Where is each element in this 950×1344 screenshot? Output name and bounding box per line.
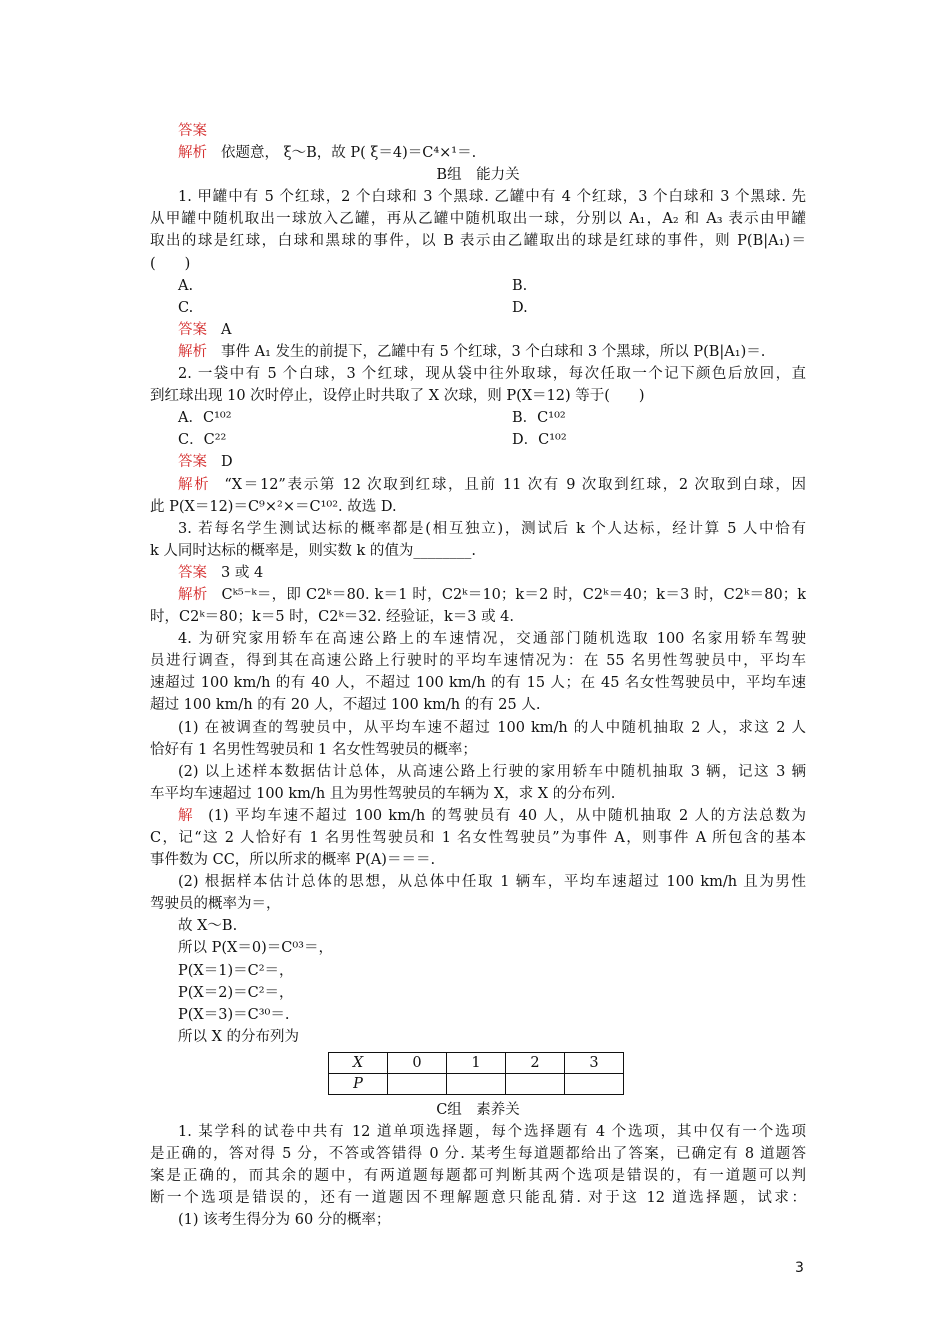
line-text: 恰好有 1 名男性驾驶员和 1 名女性驾驶员的概率； xyxy=(150,741,477,758)
text-line xyxy=(150,474,806,496)
line-text: 断一个选项是错误的，还有一道题因不理解题意只能乱猜. 对于这 12 道选择题，试求： xyxy=(150,1190,806,1207)
text-line xyxy=(150,385,806,407)
option-choice: C. xyxy=(178,299,194,316)
section-label: 答案 xyxy=(178,564,207,581)
text-line xyxy=(150,650,806,672)
text-line xyxy=(150,518,806,540)
line-text: P(X＝2)＝C²＝， xyxy=(178,984,294,1001)
text-line xyxy=(150,496,806,518)
line-text: “X＝12”表示第 12 次取到红球，且前 11 次有 9 次取到红球，2 次取到白球，因 xyxy=(224,476,806,493)
line-text: 1. 某学科的试卷中共有 12 道单项选择题，每个选择题有 4 个选项，其中仅有一个选项 xyxy=(178,1124,806,1141)
text-line xyxy=(150,1209,806,1231)
text-line xyxy=(150,540,806,562)
text-line xyxy=(150,1187,806,1209)
line-text: 2. 一袋中有 5 个白球，3 个红球，现从袋中往外取球，每次任取一个记下颜色后放回，直 xyxy=(178,366,806,383)
text-line xyxy=(150,275,806,297)
section-label: 解 xyxy=(178,807,195,824)
line-text: 是正确的，答对得 5 分，不答或答错得 0 分. 某考生每道题都给出了答案，已确定有 8 道题答 xyxy=(150,1146,806,1163)
document-body xyxy=(150,120,806,1232)
text-line xyxy=(150,164,806,186)
text-line xyxy=(150,805,806,827)
line-text: P(X＝1)＝C²＝， xyxy=(178,962,294,979)
line-text: C组 素养关 xyxy=(436,1101,520,1118)
text-line xyxy=(150,120,806,142)
line-text: D xyxy=(221,454,233,471)
line-text: 超过 100 km/h 的有 20 人，不超过 100 km/h 的有 25 人. xyxy=(150,697,541,714)
line-text: 时，C2ᵏ＝80；k＝5 时，C2ᵏ＝32. 经验证，k＝3 或 4. xyxy=(150,609,515,626)
section-label: 解析 xyxy=(178,586,208,603)
text-line xyxy=(150,429,806,451)
option-choice: B. xyxy=(512,277,528,294)
option-choice: C．C²² xyxy=(178,432,227,449)
text-line xyxy=(150,584,806,606)
table-cell xyxy=(506,1073,565,1094)
line-text: 从甲罐中随机取出一球放入乙罐，再从乙罐中随机取出一球，分别以 A₁，A₂ 和 A₃ 表示由甲罐 xyxy=(150,211,806,228)
distribution-table xyxy=(328,1052,624,1095)
line-text: C，记“这 2 人恰好有 1 名男性驾驶员和 1 名女性驾驶员”为事件 A，则事件 A 所包含的基本 xyxy=(150,830,806,846)
table-cell: 3 xyxy=(565,1052,624,1073)
option-choice: A．C¹⁰² xyxy=(178,410,232,427)
line-text: 4. 为研究家用轿车在高速公路上的车速情况，交通部门随机选取 100 名家用轿车驾驶 xyxy=(178,631,806,648)
option-choice: D．C¹⁰² xyxy=(512,432,567,449)
line-text: Cᵏ⁵⁻ᵏ＝，即 C2ᵏ＝80. k＝1 时，C2ᵏ＝10；k＝2 时，C2ᵏ＝40；k＝3 时，C2ᵏ＝80；k xyxy=(221,586,806,603)
line-text: 1. 甲罐中有 5 个红球，2 个白球和 3 个黑球. 乙罐中有 4 个红球，3 个白球和 3 个黑球. 先 xyxy=(178,189,806,206)
table-cell: X xyxy=(329,1052,388,1073)
text-line xyxy=(150,761,806,783)
section-label: 答案 xyxy=(178,123,207,139)
line-text: B组 能力关 xyxy=(436,167,520,184)
line-text: 员进行调查，得到其在高速公路上行驶时的平均车速情况为：在 55 名男性驾驶员中，平均车 xyxy=(150,653,806,670)
text-line xyxy=(150,739,806,761)
text-line xyxy=(150,142,806,164)
text-line xyxy=(150,694,806,716)
line-text: 案是正确的，而其余的题中，有两道题每题都可判断其两个选项是错误的，有一道题可以判 xyxy=(150,1168,806,1185)
text-line xyxy=(150,1004,806,1026)
line-text: 依题意， ξ～B，故 P( ξ＝4)＝C⁴×¹＝. xyxy=(221,145,477,162)
text-line xyxy=(150,451,806,473)
line-text: ( ) xyxy=(150,255,191,272)
text-line xyxy=(150,1026,806,1048)
line-text: 故 X～B. xyxy=(178,918,238,935)
text-line xyxy=(150,230,806,252)
line-text: 到红球出现 10 次时停止，设停止时共取了 X 次球，则 P(X＝12) 等于( ) xyxy=(150,388,645,405)
page-number: 3 xyxy=(795,1260,804,1276)
text-line xyxy=(150,960,806,982)
text-line xyxy=(150,606,806,628)
text-line xyxy=(150,253,806,275)
text-line xyxy=(150,341,806,363)
section-label: 解析 xyxy=(178,145,207,162)
line-text: k 人同时达标的概率是，则实数 k 的值为________. xyxy=(150,542,477,559)
line-text: 所以 P(X＝0)＝C⁰³＝， xyxy=(178,940,333,957)
line-text: 所以 X 的分布列为 xyxy=(178,1028,300,1045)
text-line xyxy=(150,937,806,959)
table-cell: 1 xyxy=(447,1052,506,1073)
text-line xyxy=(150,827,806,849)
table-cell: P xyxy=(329,1073,388,1094)
line-text: 速超过 100 km/h 的有 40 人，不超过 100 km/h 的有 15 人；在 45 名女性驾驶员中，平均车速 xyxy=(150,675,806,692)
line-text: A xyxy=(221,321,232,338)
text-line xyxy=(150,208,806,230)
text-line xyxy=(150,871,806,893)
text-line xyxy=(150,562,806,584)
option-choice: A. xyxy=(178,277,194,294)
line-text: 3. 若每名学生测试达标的概率都是(相互独立)，测试后 k 个人达标，经计算 5 人中恰有 xyxy=(178,520,806,537)
text-line xyxy=(150,1121,806,1143)
text-line xyxy=(150,186,806,208)
text-line xyxy=(150,717,806,739)
line-text: 事件 A₁ 发生的前提下，乙罐中有 5 个红球，3 个白球和 3 个黑球，所以 P(B|A₁)＝. xyxy=(221,343,766,360)
table-cell: 0 xyxy=(388,1052,447,1073)
text-line xyxy=(150,672,806,694)
line-text: 取出的球是红球，白球和黑球的事件，以 B 表示由乙罐取出的球是红球的事件，则 P(B|A₁)＝ xyxy=(150,233,806,250)
text-line xyxy=(150,893,806,915)
section-label: 答案 xyxy=(178,321,207,338)
text-line xyxy=(150,849,806,871)
line-text: 事件数为 CC，所以所求的概率 P(A)＝＝＝. xyxy=(150,852,436,869)
table-cell xyxy=(388,1073,447,1094)
line-text: (2) 以上述样本数据估计总体，从高速公路上行驶的家用轿车中随机抽取 3 辆，记这 3 辆 xyxy=(178,763,806,780)
line-text: 此 P(X＝12)＝C⁹×²×＝C¹⁰². 故选 D. xyxy=(150,498,397,515)
section-label: 解析 xyxy=(178,476,211,493)
text-line xyxy=(150,363,806,385)
text-line xyxy=(150,628,806,650)
line-text: P(X＝3)＝C³⁰＝. xyxy=(178,1006,290,1023)
text-line xyxy=(150,1143,806,1165)
section-label: 答案 xyxy=(178,454,207,471)
text-line xyxy=(150,915,806,937)
text-line xyxy=(150,982,806,1004)
text-line xyxy=(150,1165,806,1187)
text-line xyxy=(150,1099,806,1121)
line-text: (1) 平均车速不超过 100 km/h 的驾驶员有 40 人，从中随机抽取 2 人的方法总数为 xyxy=(208,807,806,824)
table-row xyxy=(329,1073,624,1094)
line-text: (1) 该考生得分为 60 分的概率； xyxy=(178,1212,391,1229)
text-line xyxy=(150,407,806,429)
option-choice: B．C¹⁰² xyxy=(512,410,566,427)
line-text: 3 或 4 xyxy=(221,564,264,581)
line-text: 驾驶员的概率为＝， xyxy=(150,896,281,913)
table-cell xyxy=(447,1073,506,1094)
table-row xyxy=(329,1052,624,1073)
section-label: 解析 xyxy=(178,343,207,360)
table-cell: 2 xyxy=(506,1052,565,1073)
text-line xyxy=(150,783,806,805)
line-text: 车平均车速超过 100 km/h 且为男性驾驶员的车辆为 X，求 X 的分布列. xyxy=(150,785,616,802)
text-line xyxy=(150,319,806,341)
table-cell xyxy=(565,1073,624,1094)
line-text: (2) 根据样本估计总体的思想，从总体中任取 1 辆车，平均车速超过 100 km/h 且为男性 xyxy=(178,874,806,891)
line-text: (1) 在被调查的驾驶员中，从平均车速不超过 100 km/h 的人中随机抽取 2 人，求这 2 人 xyxy=(178,719,806,736)
text-line xyxy=(150,297,806,319)
option-choice: D. xyxy=(512,299,528,316)
